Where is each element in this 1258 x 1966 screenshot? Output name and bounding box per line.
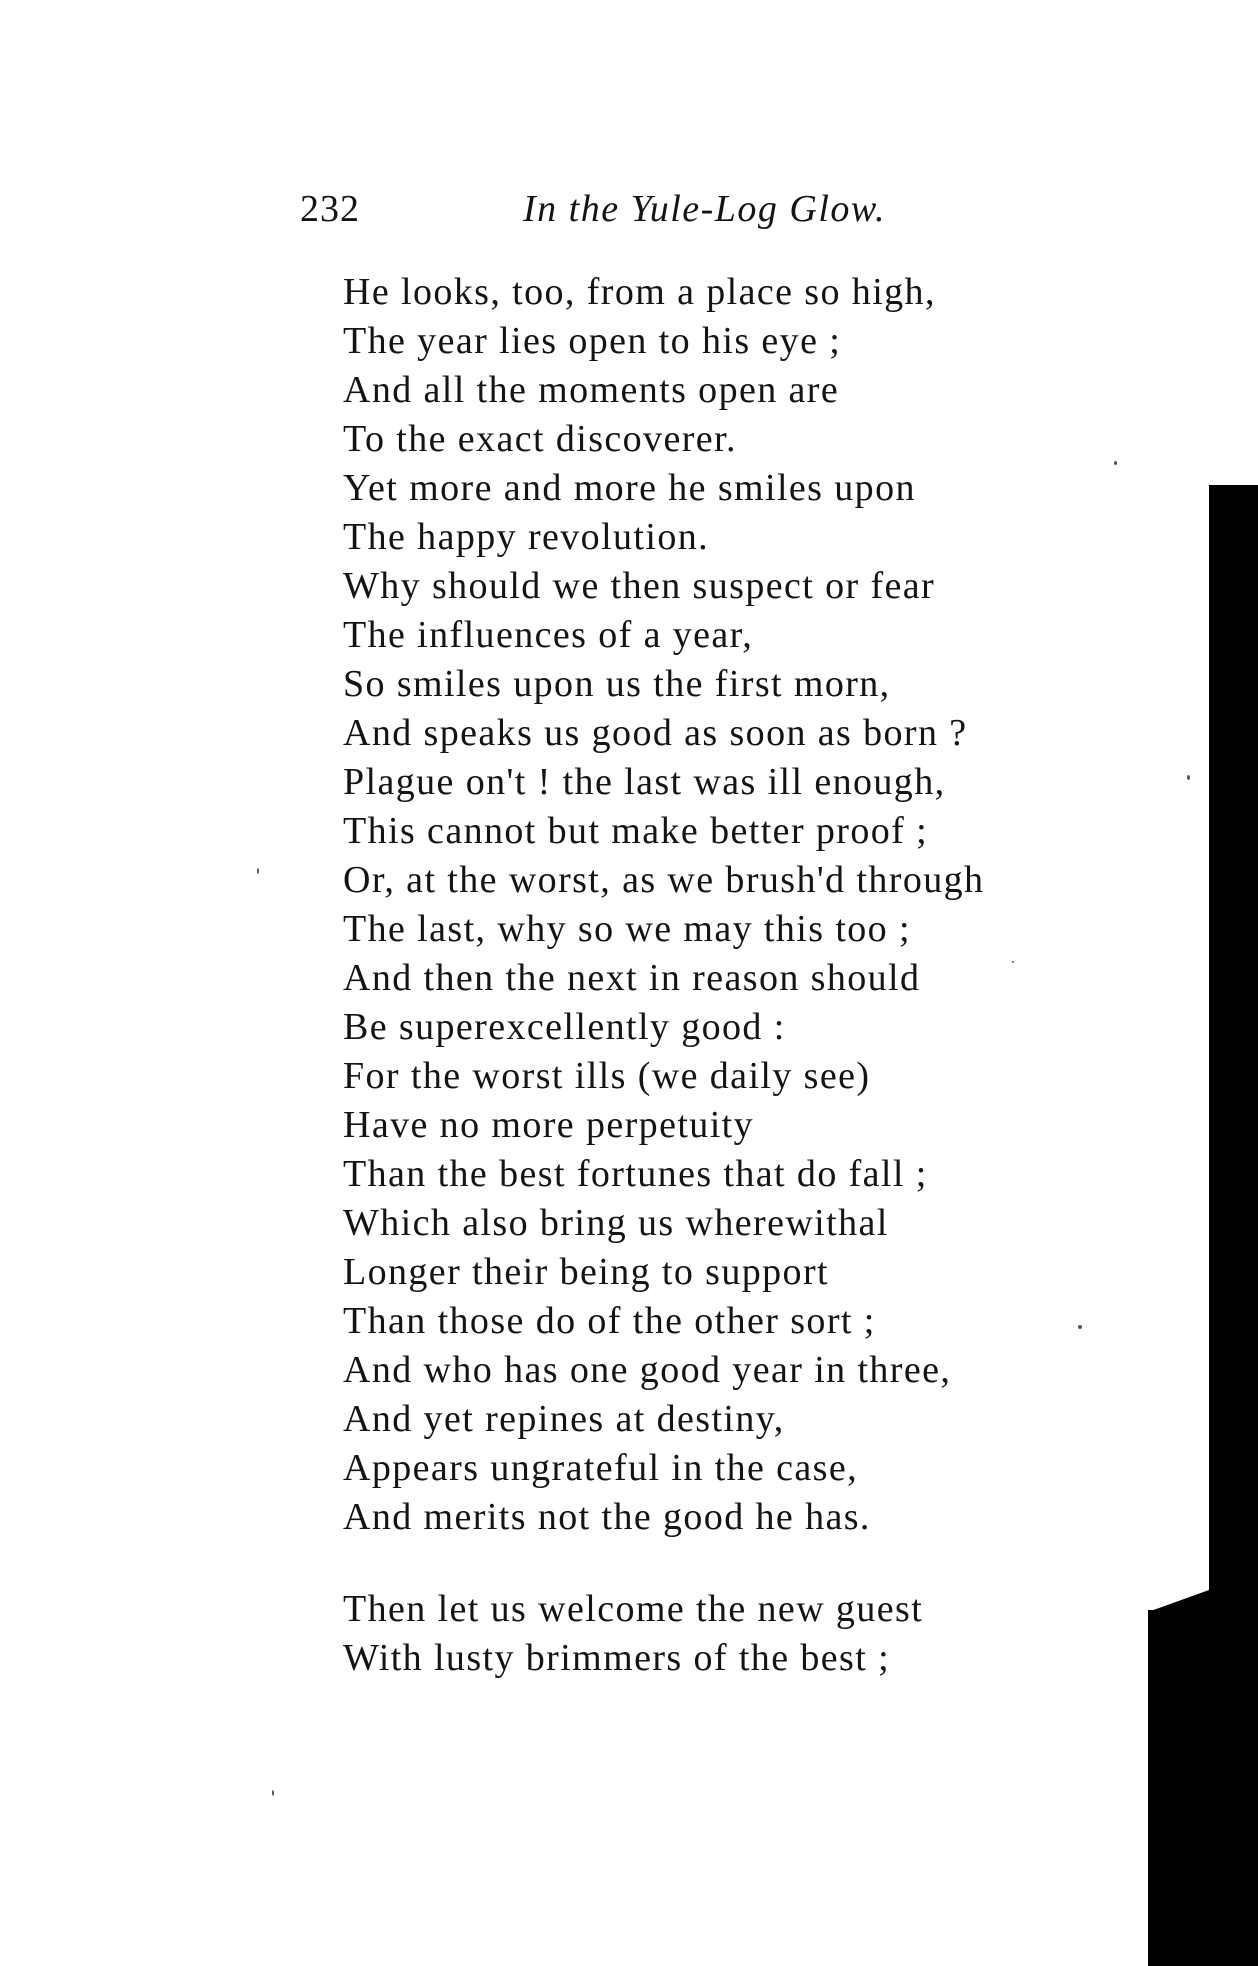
- scan-edge-shadow: [1148, 1610, 1258, 1966]
- verse-line: This cannot but make better proof ;: [343, 810, 929, 852]
- verse-line: And who has one good year in three,: [343, 1349, 952, 1391]
- verse-line: The last, why so we may this too ;: [343, 908, 911, 950]
- scan-speck: [1078, 1325, 1082, 1329]
- verse-line: Plague on't ! the last was ill enough,: [343, 761, 946, 803]
- verse-line: Or, at the worst, as we brush'd through: [343, 859, 985, 901]
- scan-speck: [257, 868, 259, 874]
- verse-line: The happy revolution.: [343, 516, 710, 558]
- verse-line: Which also bring us wherewithal: [343, 1202, 889, 1244]
- verse-line: Why should we then suspect or fear: [343, 565, 936, 607]
- scan-edge-shadow: [1209, 485, 1258, 1615]
- scan-speck: [272, 1790, 274, 1796]
- verse-line: The influences of a year,: [343, 614, 754, 656]
- verse-line: The year lies open to his eye ;: [343, 320, 842, 362]
- verse-line: Have no more perpetuity: [343, 1104, 755, 1146]
- verse-line: So smiles upon us the first morn,: [343, 663, 891, 705]
- verse-line: To the exact discoverer.: [343, 418, 737, 460]
- running-title: In the Yule-Log Glow.: [523, 188, 886, 230]
- scan-edge-shadow: [1148, 1590, 1209, 1612]
- stanza-2: [343, 1585, 923, 1683]
- verse-line: And then the next in reason should: [343, 957, 921, 999]
- verse-line: And all the moments open are: [343, 369, 840, 411]
- scan-speck: [1114, 461, 1117, 465]
- scan-speck: [1012, 961, 1014, 963]
- verse-line: He looks, too, from a place so high,: [343, 271, 936, 313]
- page-number: 232: [300, 188, 360, 230]
- verse-line: And yet repines at destiny,: [343, 1398, 785, 1440]
- verse-line: Yet more and more he smiles upon: [343, 467, 916, 509]
- verse-line: Appears ungrateful in the case,: [343, 1447, 859, 1489]
- verse-line: For the worst ills (we daily see): [343, 1055, 871, 1097]
- verse-line: Than the best fortunes that do fall ;: [343, 1153, 928, 1195]
- stanza-1: [343, 268, 984, 1542]
- verse-line: Then let us welcome the new guest: [343, 1588, 924, 1630]
- scan-speck: [1187, 775, 1190, 780]
- verse-line: And merits not the good he has.: [343, 1496, 871, 1538]
- verse-line: And speaks us good as soon as born ?: [343, 712, 968, 754]
- verse-line: Longer their being to support: [343, 1251, 829, 1293]
- verse-line: With lusty brimmers of the best ;: [343, 1637, 891, 1679]
- verse-line: Than those do of the other sort ;: [343, 1300, 876, 1342]
- verse-line: Be superexcellently good :: [343, 1006, 786, 1048]
